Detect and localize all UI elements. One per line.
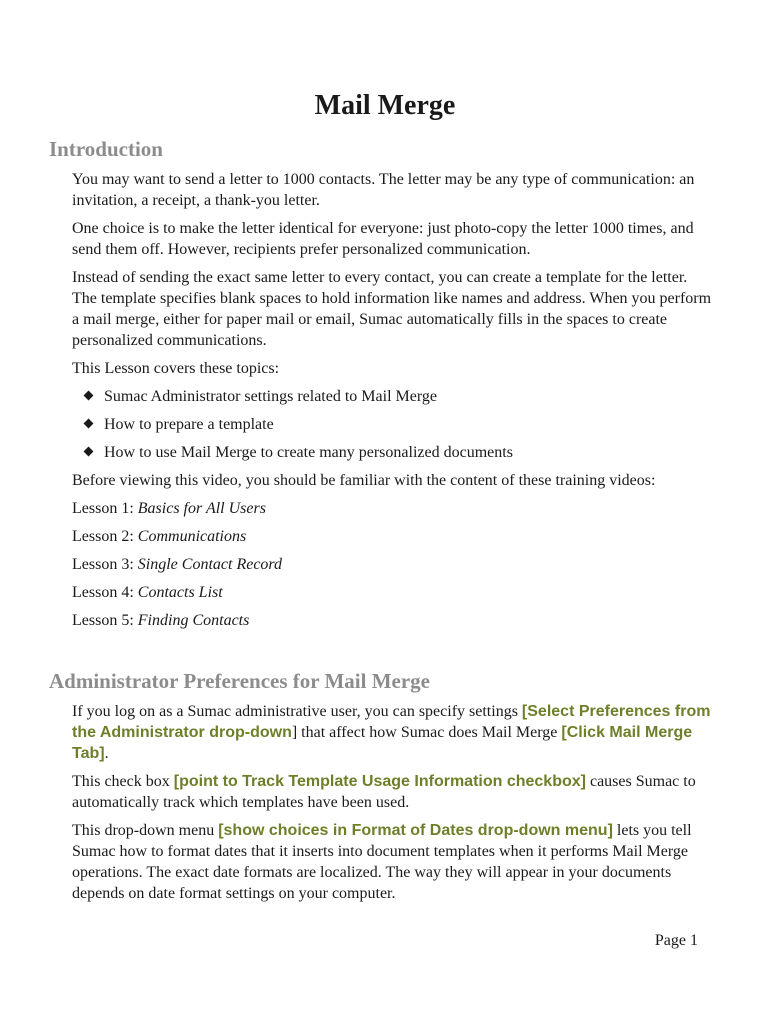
lesson-prefix: Lesson 2:: [72, 528, 138, 545]
lesson-item: [72, 610, 712, 631]
admin-p1-text-b: ] that affect how Sumac does Mail Merge: [291, 724, 562, 741]
topic-text: Sumac Administrator settings related to Mail Merge: [104, 388, 437, 405]
diamond-bullet-icon: [84, 419, 94, 429]
intro-paragraph-2: One choice is to make the letter identical for everyone: just photo-copy the letter 1000 times, and send them off. However, recipients prefer personalized communication.: [72, 220, 694, 258]
admin-p2-text-a: This check box: [72, 773, 174, 790]
diamond-bullet-icon: [84, 447, 94, 457]
intro-paragraph-5: Before viewing this video, you should be familiar with the content of these training videos:: [72, 472, 656, 489]
introduction-section: [72, 169, 712, 638]
admin-p1-text-c: .: [104, 745, 109, 762]
admin-p1-cue-select-preferences: [Select Preferences from the Administrator drop-down: [72, 703, 711, 741]
lesson-prefix: Lesson 1:: [72, 500, 138, 517]
lesson-item: [72, 498, 712, 519]
lesson-item: [72, 554, 712, 575]
topics-list: [72, 386, 712, 463]
lesson-prefix: Lesson 3:: [72, 556, 138, 573]
admin-p1-cue-mail-merge-tab: [Click Mail Merge Tab]: [72, 724, 693, 762]
list-item: [72, 386, 712, 407]
introduction-heading: Introduction: [49, 137, 163, 161]
lesson-prefix: Lesson 4:: [72, 584, 138, 601]
admin-paragraph-3: [72, 820, 712, 904]
admin-p2-cue-track-template: [point to Track Template Usage Information checkbox]: [173, 773, 586, 790]
lesson-prefix: Lesson 5:: [72, 612, 138, 629]
intro-paragraph-4: This Lesson covers these topics:: [72, 360, 280, 377]
admin-preferences-heading: Administrator Preferences for Mail Merge: [49, 669, 430, 693]
page-title: Mail Merge: [314, 90, 456, 121]
admin-p3-text-a: This drop-down menu: [72, 822, 219, 839]
lesson-name: Basics for All Users: [137, 500, 266, 517]
admin-preferences-section: [72, 701, 712, 911]
intro-paragraph-1: You may want to send a letter to 1000 contacts. The letter may be any type of communication: an invitation, a receipt, a thank-you letter.: [72, 171, 695, 209]
intro-paragraph-3: Instead of sending the exact same letter to every contact, you can create a template for the letter. The template specifies blank spaces to hold information like names and address. When you perform a mail merge, either for paper mail or email, Sumac automatically fills in the spaces to create personalized communications.: [72, 269, 712, 349]
topic-text: How to prepare a template: [104, 416, 274, 433]
lesson-name: Finding Contacts: [137, 612, 250, 629]
admin-p1-text-a: If you log on as a Sumac administrative user, you can specify settings: [72, 703, 522, 720]
topic-text: How to use Mail Merge to create many personalized documents: [104, 444, 513, 461]
admin-p2-text-b: causes Sumac to automatically track which templates have been used.: [72, 773, 696, 811]
admin-p3-cue-format-dates: [show choices in Format of Dates drop-down menu]: [218, 822, 613, 839]
lesson-name: Contacts List: [137, 584, 223, 601]
lesson-item: [72, 526, 712, 547]
list-item: [72, 442, 712, 463]
lesson-item: [72, 582, 712, 603]
lesson-name: Single Contact Record: [137, 556, 283, 573]
admin-p3-text-b: lets you tell Sumac how to format dates that it inserts into document templates when it performs Mail Merge operations. The exact date formats are localized. The way they will appear in your documents depends on date format settings on your computer.: [72, 822, 692, 902]
page-number: Page 1: [654, 932, 698, 949]
admin-paragraph-2: [72, 771, 712, 813]
list-item: [72, 414, 712, 435]
diamond-bullet-icon: [84, 391, 94, 401]
lesson-name: Communications: [137, 528, 247, 545]
admin-paragraph-1: [72, 701, 712, 764]
